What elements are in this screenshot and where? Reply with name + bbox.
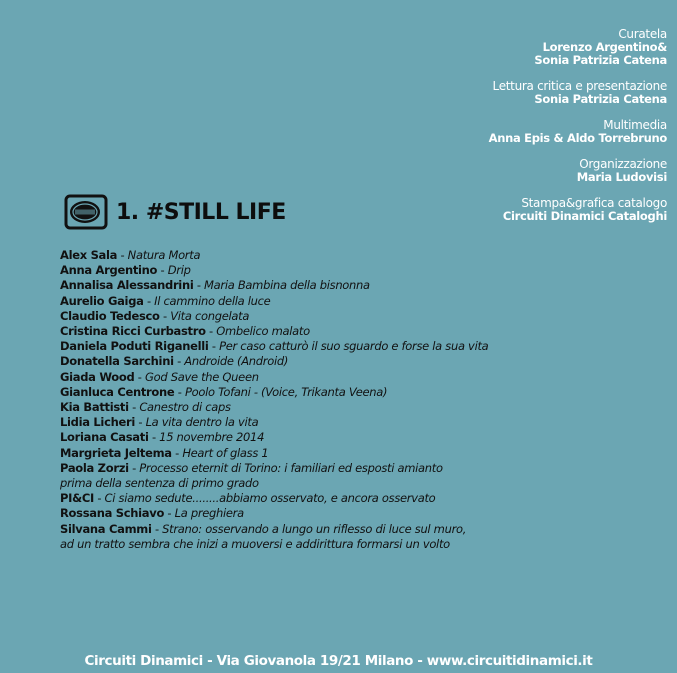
artist-name: Rossana Schiavo [60,506,165,521]
artist-name: Lidia Licheri [60,415,135,430]
credit-name: Circuiti Dinamici Cataloghi [502,209,667,223]
credit-name: Sonia Patrizia Catena [534,53,667,67]
work-entry [60,309,620,324]
circuiti-dinamici-logo [62,192,108,232]
work-entry [60,294,620,309]
artist-name: Kia Battisti [60,400,129,415]
artist-name: Giada Wood [60,369,135,384]
artist-name: Gianluca Centrone [60,384,175,399]
separator: - [135,415,146,430]
separator: - [157,263,168,278]
work-entry [60,263,620,278]
work-entry [60,415,620,430]
separator: - [117,248,128,262]
work-title: Androide (Android) [184,354,289,369]
credit-role: Multimedia [603,118,667,132]
separator: - [193,278,205,293]
artist-name: Donatella Sarchini [60,354,174,369]
artist-name: Alex Sala [60,248,118,262]
work-title: La vita dentro la vita [145,415,259,430]
work-title: God Save the Queen [145,369,259,384]
credit-role: Stampa&grafica catalogo [521,196,667,210]
work-title: Processo eternit di Torino: i familiari ed esposti amianto [139,460,443,475]
work-entry [60,461,620,476]
work-entry [60,446,620,461]
artist-name: Cristina Ricci Curbastro [60,324,206,339]
credit-group [367,80,667,106]
work-entry-continuation [60,537,620,552]
section-header [62,190,286,234]
artist-name: Daniela Poduti Riganelli [60,339,209,354]
work-entry [60,522,620,537]
separator: - [173,354,185,369]
separator: - [148,430,160,445]
separator: - [174,384,185,399]
work-title: La preghiera [174,506,244,521]
work-entry [60,354,620,369]
separator: - [208,339,220,354]
work-entry [60,385,620,400]
credit-role: Lettura critica e presentazione [492,79,667,93]
credit-group [367,119,667,145]
work-title: prima della sentenza di primo grado [60,476,259,491]
credits-block [367,28,667,236]
separator: - [134,369,146,384]
credit-role: Organizzazione [579,157,667,171]
work-title: ad un tratto sembra che inizi a muoversi e addirittura formarsi un volto [60,536,450,551]
work-title: Ci siamo sedute........abbiamo osservato, e ancora osservato [104,491,436,506]
credit-name: Lorenzo Argentino& [542,40,667,54]
work-entry [60,400,620,415]
work-entry [60,339,620,354]
work-title: Strano: osservando a lungo un riflesso di luce sul muro, [162,521,467,536]
credit-group [367,158,667,184]
work-title: Maria Bambina della bisnonna [204,278,370,293]
artist-name: Silvana Cammi [60,521,152,536]
credit-name: Sonia Patrizia Catena [534,92,667,106]
artist-name: Loriana Casati [60,430,149,445]
credit-role: Curatela [618,27,667,41]
artist-name: Paola Zorzi [60,460,129,475]
work-entry [60,248,620,263]
work-title: Il cammino della luce [154,293,271,308]
work-title: Heart of glass 1 [182,445,269,460]
work-entry [60,370,620,385]
credit-group [367,197,667,223]
separator: - [164,506,175,521]
footer-address: Circuiti Dinamici - Via Giovanola 19/21 Milano - www.circuitidinamici.it [84,653,593,669]
separator: - [171,445,183,460]
credit-name: Anna Epis & Aldo Torrebruno [488,131,667,145]
work-entry-continuation [60,476,620,491]
work-title: Canestro di caps [139,400,231,415]
separator: - [128,400,140,415]
work-entry [60,430,620,445]
works-list [60,248,620,552]
work-title: Vita congelata [170,308,250,323]
artist-name: PI&CI [60,491,94,506]
separator: - [151,521,163,536]
work-entry [60,324,620,339]
work-title: Ombelico malato [216,324,310,339]
work-entry [60,506,620,521]
separator: - [143,293,155,308]
artist-name: Annalisa Alessandrini [60,278,194,293]
separator: - [159,308,171,323]
credit-group [367,28,667,67]
work-entry [60,491,620,506]
section-title: 1. #STILL LIFE [116,199,286,225]
work-title: Drip [167,263,191,278]
separator: - [128,460,140,475]
artist-name: Aurelio Gaiga [60,293,144,308]
artist-name: Claudio Tedesco [60,308,160,323]
work-title: Per caso catturò il suo sguardo e forse la sua vita [219,339,489,354]
artist-name: Anna Argentino [60,263,158,278]
work-entry [60,278,620,293]
work-title: Poolo Tofani - (Voice, Trikanta Veena) [184,384,388,399]
separator: - [93,491,105,506]
work-title: Natura Morta [127,248,201,262]
work-title: 15 novembre 2014 [159,430,265,445]
credit-name: Maria Ludovisi [576,170,667,184]
separator: - [205,324,217,339]
artist-name: Margrieta Jeltema [60,445,172,460]
